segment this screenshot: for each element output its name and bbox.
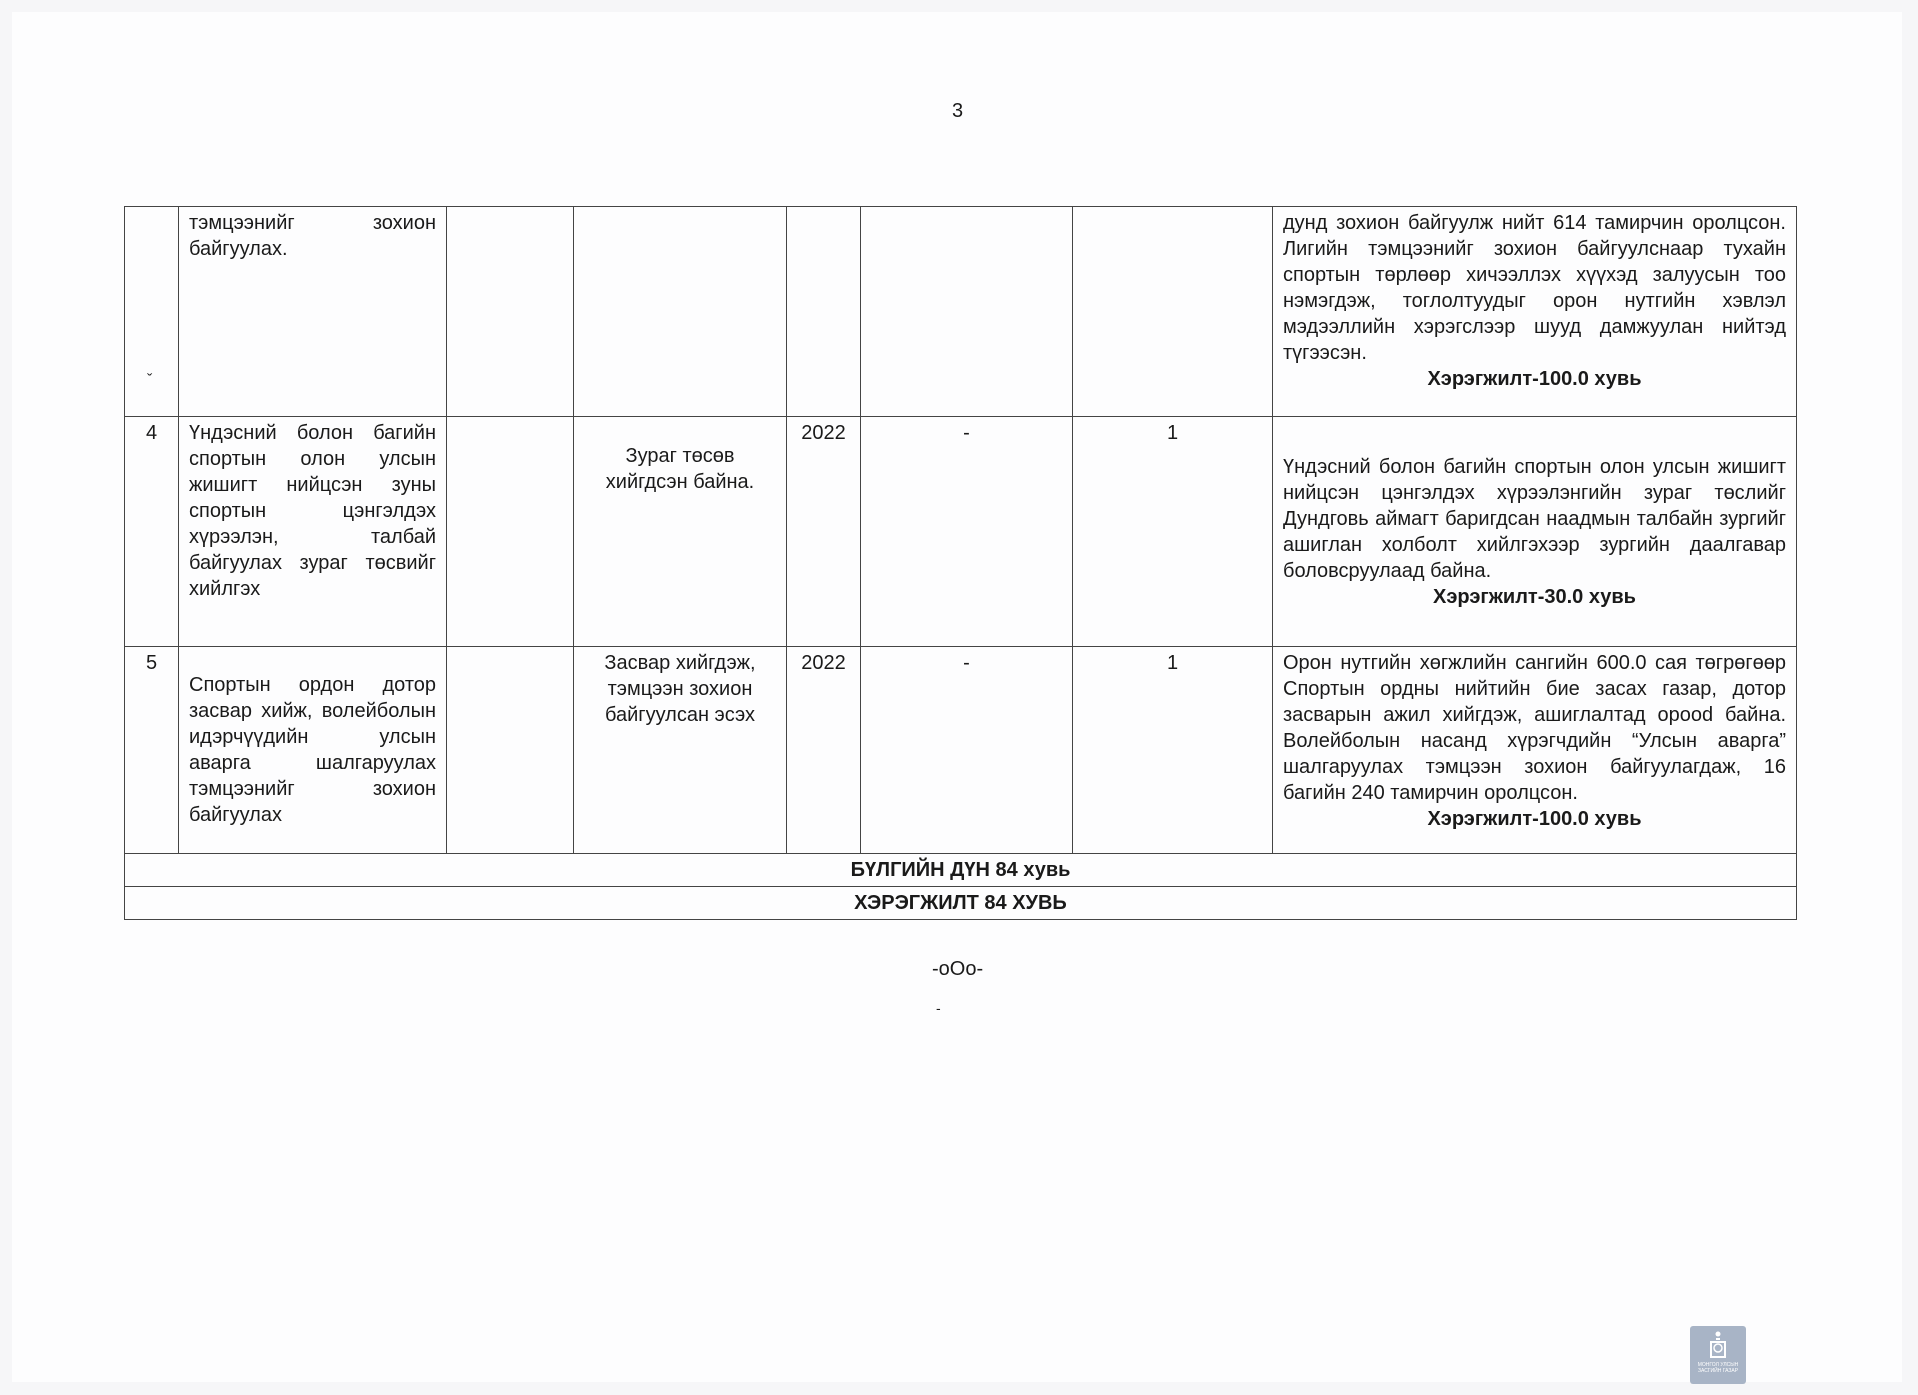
empty-cell xyxy=(447,207,574,417)
implementation-row xyxy=(125,887,1797,920)
result-text: Орон нутгийн хөгжлийн сангийн 600.0 сая төгрөгөөр Спортын ордны нийтийн бие засах газар, дотор засварын ажил хийгдэж, ашиглалтад орood байна. Волейболын насанд хүрэгчдийн “Улсын аварга” шалгаруулах тэмцээн зохион байгуулагдаж, 16 багийн 240 тамирчин оролцсон. xyxy=(1283,652,1786,804)
footer-dash: - xyxy=(936,1000,941,1016)
tick-mark: ˇ xyxy=(147,372,153,389)
indicator-cell: Засвар хийгдэж, тэмцээн зохион байгуулсан эсэх xyxy=(574,647,787,854)
document-page xyxy=(12,12,1902,1382)
government-seal xyxy=(1690,1326,1746,1384)
extra-cell: 1 xyxy=(1073,647,1273,854)
table-row xyxy=(125,647,1797,854)
row-number-cell xyxy=(125,207,179,417)
end-mark: -oOo- xyxy=(932,958,984,980)
result-text: Үндэсний болон багийн спортын олон улсын жишигт нийцсэн цэнгэлдэх хүрээлэнгийн зураг төслийг Дундговь аймагт баригдсан наадмын талбайн зургийг ашиглан холболт хийлгэхээр зургийн даалгавар боловсруулаад байна. xyxy=(1283,455,1786,582)
page-number: 3 xyxy=(952,100,964,122)
result-cell xyxy=(1273,207,1797,417)
baseline-cell: 2022 xyxy=(787,647,861,854)
task-cell: Үндэсний болон багийн спортын олон улсын жишигт нийцсэн зуны спортын цэнгэлдэх хүрээлэн, талбай байгуулах зураг төсвийг хийлгэх xyxy=(179,417,447,647)
chapter-total-row xyxy=(125,854,1797,887)
target-cell: - xyxy=(861,647,1073,854)
target-cell xyxy=(861,207,1073,417)
row-number: 4 xyxy=(125,417,179,647)
target-cell: - xyxy=(861,417,1073,647)
task-cell: тэмцээнийг зохион байгуулах. xyxy=(179,207,447,417)
table-row xyxy=(125,207,1797,417)
report-table xyxy=(124,206,1797,920)
result-cell xyxy=(1273,647,1797,854)
performance-label: Хэрэгжилт-30.0 хувь xyxy=(1433,585,1636,608)
implementation-label: ХЭРЭГЖИЛТ 84 ХУВЬ xyxy=(125,887,1797,920)
performance-label: Хэрэгжилт-100.0 хувь xyxy=(1427,368,1642,390)
indicator-cell: Зураг төсөв хийгдсэн байна. xyxy=(574,417,787,647)
seal-text: МОНГОЛ УЛСЫН ЗАСГИЙН ГАЗАР xyxy=(1697,1362,1739,1374)
chapter-total-label: БҮЛГИЙН ДҮН 84 хувь xyxy=(125,854,1797,887)
result-text: дунд зохион байгуулж нийт 614 тамирчин оролцсон. Лигийн тэмцээнийг зохион байгуулснаар тухайн спортын төрлөөр хичээллэх хүүхэд залуусын тоо нэмэгдэж, тоглолтуудыг орон нутгийн хэвлэл мэдээллийн хэрэгслээр шууд дамжуулан нийтэд түгээсэн. xyxy=(1283,212,1786,364)
indicator-cell xyxy=(574,207,787,417)
extra-cell xyxy=(1073,207,1273,417)
row-number: 5 xyxy=(125,647,179,854)
task-cell: Спортын ордон дотор засвар хийж, волейболын идэрчүүдийн улсын аварга шалгаруулах тэмцээнийг зохион байгуулах xyxy=(179,647,447,854)
soyombo-icon xyxy=(1707,1330,1729,1360)
empty-cell xyxy=(447,417,574,647)
baseline-cell xyxy=(787,207,861,417)
empty-cell xyxy=(447,647,574,854)
table-row xyxy=(125,417,1797,647)
baseline-cell: 2022 xyxy=(787,417,861,647)
result-cell xyxy=(1273,417,1797,647)
performance-label: Хэрэгжилт-100.0 хувь xyxy=(1427,808,1642,830)
extra-cell: 1 xyxy=(1073,417,1273,647)
